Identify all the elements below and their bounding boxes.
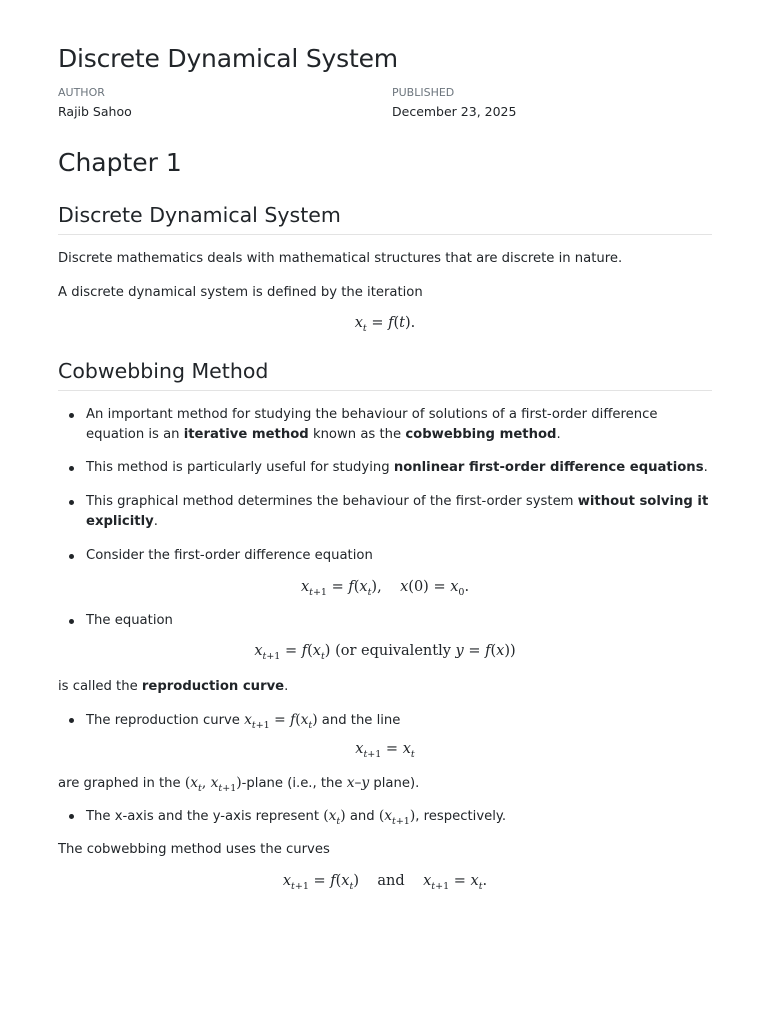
equation-curves: $x_{t+1} = f(x_t)$ and $x_{t+1} = x_t$.: [282, 873, 488, 892]
author-name: Rajib Sahoo: [58, 104, 132, 119]
equation-reproduction: $x_{t+1} = f(x_t)$ (or equivalently y = f(x)): [254, 643, 516, 662]
bullet-dot: [69, 413, 74, 418]
paragraph-plane: are graphed in the ($x_t$, $x_{t+1}$)-plane (i.e., the x–y plane).: [58, 775, 420, 794]
author-block: [58, 86, 132, 119]
bullet-dot: [69, 466, 74, 471]
equation-iteration: $x_t = f(t)$.: [354, 315, 416, 334]
paragraph-iteration: A discrete dynamical system is defined by the iteration: [58, 285, 423, 300]
bullet-dot: [69, 814, 74, 819]
paragraph-cobweb-curves: The cobwebbing method uses the curves: [58, 842, 330, 857]
equation-line: $x_{t+1} = x_t$: [355, 741, 415, 760]
section-heading-cobwebbing: Cobwebbing Method: [58, 359, 712, 391]
paragraph-reproduction-curve: is called the reproduction curve.: [58, 679, 289, 694]
published-block: [392, 86, 516, 119]
paragraph-discrete-math: Discrete mathematics deals with mathematical structures that are discrete in nature.: [58, 251, 623, 266]
bullet-dot: [69, 718, 74, 723]
bullet-dot: [69, 500, 74, 505]
published-label: PUBLISHED: [392, 86, 455, 99]
equation-difference: $x_{t+1} = f(x_t)$, $x(0) = x_0$.: [300, 579, 470, 598]
published-date: December 23, 2025: [392, 104, 517, 119]
chapter-heading: Chapter 1: [58, 148, 182, 177]
bullet-dot: [69, 619, 74, 624]
section-heading-discrete: Discrete Dynamical System: [58, 203, 712, 235]
bullet-dot: [69, 554, 74, 559]
document-title: Discrete Dynamical System: [58, 44, 398, 73]
author-label: AUTHOR: [58, 86, 105, 99]
